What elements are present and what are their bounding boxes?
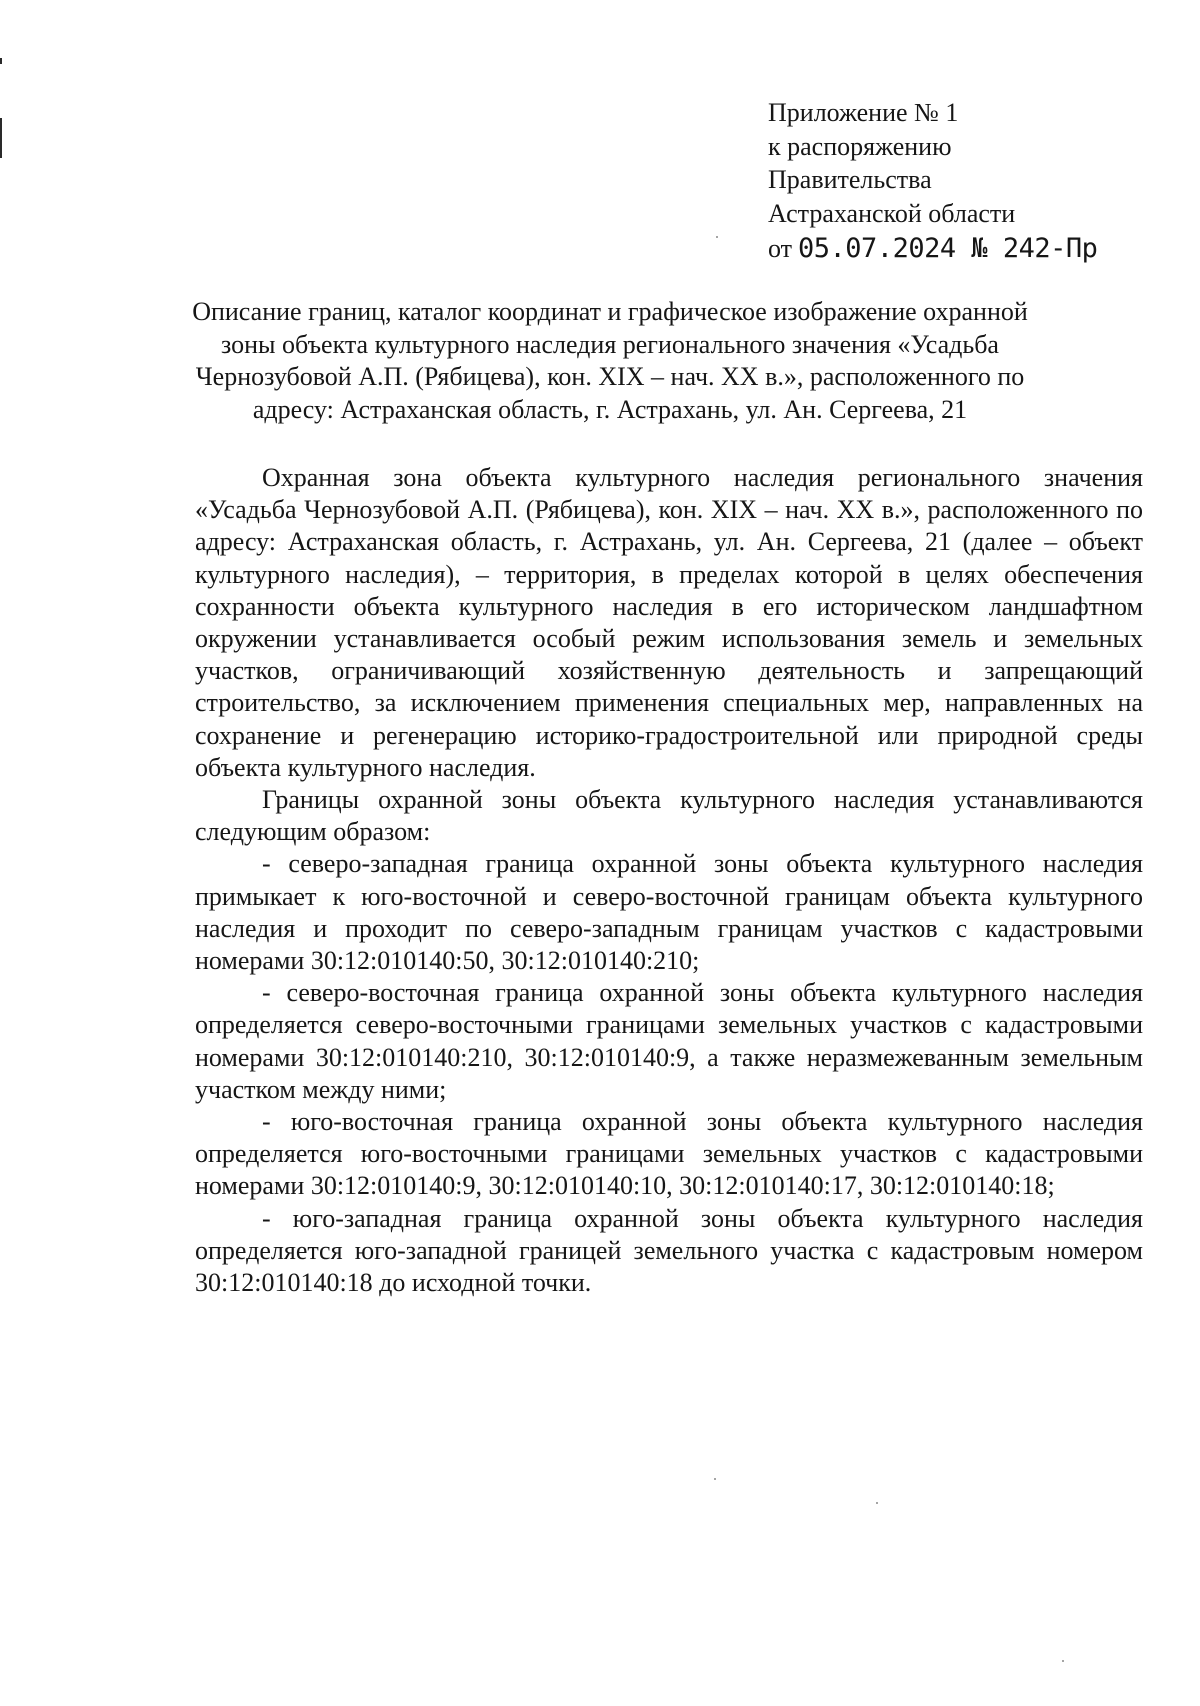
scan-artifact-mark [0, 58, 2, 64]
date-prefix: от [768, 234, 793, 263]
document-title: Описание границ, каталог координат и графическое изображение охранной зоны объекта культурного наследия регионального значения «Усадьба Чернозубовой А.П. (Рябицева), кон. XIX – нач. XX в.», расположенного по адресу: Астраханская область, г. Астрахань, ул. Ан. Сергеева, 21 [192, 297, 1028, 424]
scan-artifact-mark [0, 118, 2, 158]
appendix-line-region: Астраханской области [768, 198, 1016, 228]
boundaries-intro-paragraph: Границы охранной зоны объекта культурного наследия устанавливаются следующим образом: [195, 785, 1143, 847]
boundary-item-southwest: - юго-западная граница охранной зоны объекта культурного наследия определяется юго-западной границей земельного участка с кадастровым номером 30:12:010140:18 до исходной точки. [195, 1203, 1143, 1298]
appendix-date-line [768, 232, 1148, 266]
appendix-block [768, 96, 1148, 266]
boundary-item-northeast: - северо-восточная граница охранной зоны объекта культурного наследия определяется северо-восточными границами земельных участков с кадастровыми номерами 30:12:010140:210, 30:12:010140:9, а также неразмежеванным земельным участком между ними; [195, 978, 1143, 1104]
date-number-stamp: 05.07.2024 № 242-Пр [798, 233, 1098, 264]
scan-speck [714, 1478, 716, 1480]
appendix-line-order: к распоряжению [768, 131, 952, 161]
scan-speck [716, 236, 718, 238]
scan-speck [1062, 1660, 1064, 1662]
intro-paragraph: Охранная зона объекта культурного наследия регионального значения «Усадьба Чернозубовой А.П. (Рябицева), кон. XIX – нач. XX в.», расположенного по адресу: Астраханская область, г. Астрахань, ул. Ан. Сергеева, 21 (далее – объект культурного наследия), – территория, в пределах которой в целях обеспечения сохранности объекта культурного наследия в его историческом ландшафтном окружении устанавливается особый режим использования земель и земельных участков, ограничивающий хозяйственную деятельность и запрещающий строительство, за исключением применения специальных мер, направленных на сохранение и регенерацию историко-градостроительной или природной среды объекта культурного наследия. [195, 463, 1143, 782]
document-body [195, 462, 1143, 1299]
appendix-number: Приложение № 1 [768, 98, 959, 127]
boundary-item-northwest: - северо-западная граница охранной зоны объекта культурного наследия примыкает к юго-восточной и северо-восточной границам объекта культурного наследия и проходит по северо-западным границам участков с кадастровыми номерами 30:12:010140:50, 30:12:010140:210; [195, 849, 1143, 976]
appendix-line-government: Правительства [768, 165, 932, 194]
scan-speck [876, 1502, 878, 1504]
boundary-item-southeast: - юго-восточная граница охранной зоны объекта культурного наследия определяется юго-восточными границами земельных участков с кадастровыми номерами 30:12:010140:9, 30:12:010140:10, 30:12:010140:17, 30:12:010140:18; [195, 1107, 1143, 1201]
